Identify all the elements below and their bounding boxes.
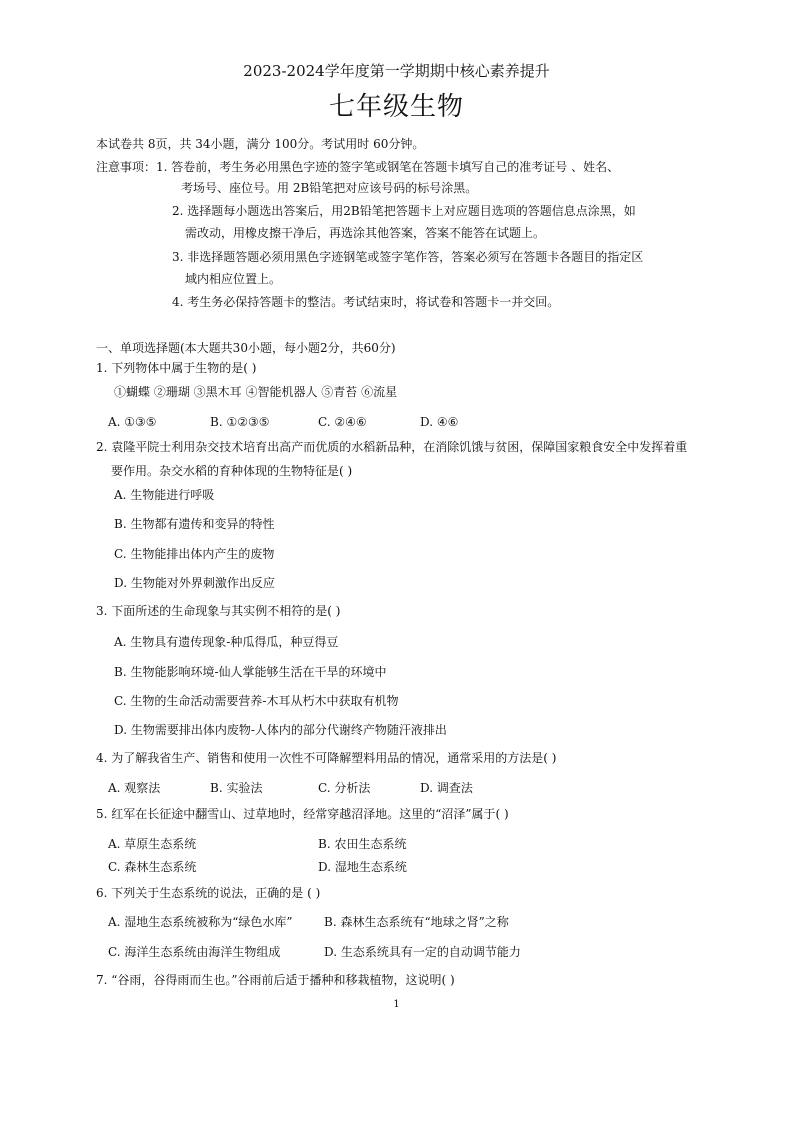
exam-info: 本试卷共 8页，共 34小题，满分 100分。考试用时 60分钟。 [96, 137, 425, 151]
notice-1-line1: 注意事项：1. 答卷前，考生务必用黑色字迹的签字笔或钢笔在答题卡填写自己的准考证号 、姓名、 [96, 160, 620, 174]
question-3-option-c: C. 生物的生命活动需要营养-木耳从朽木中获取有机物 [114, 694, 399, 708]
question-2-option-a: A. 生物能进行呼吸 [114, 488, 215, 502]
question-6-stem: 6. 下列关于生态系统的说法，正确的是 ( ) [96, 886, 321, 900]
question-6-option-c: C. 海洋生态系统由海洋生物组成 [108, 945, 281, 959]
question-6-option-d: D. 生态系统具有一定的自动调节能力 [324, 945, 521, 959]
notice-3-line1: 3. 非选择题答题必须用黑色字迹钢笔或签字笔作答，答案必须写在答题卡各题目的指定区 [172, 250, 644, 264]
question-5-stem: 5. 红军在长征途中翻雪山、过草地时，经常穿越沼泽地。这里的“沼泽”属于( ) [96, 807, 509, 821]
question-1-option-c: C. ②④⑥ [318, 415, 367, 429]
question-2-option-b: B. 生物都有遗传和变异的特性 [114, 517, 275, 531]
question-2-option-c: C. 生物能排出体内产生的废物 [114, 547, 275, 561]
question-6-option-a: A. 湿地生态系统被称为“绿色水库” [108, 915, 293, 929]
question-1-option-a: A. ①③⑤ [108, 415, 157, 429]
question-2-option-d: D. 生物能对外界刺激作出反应 [114, 576, 275, 590]
notice-2-line2: 需改动，用橡皮擦干净后，再选涂其他答案，答案不能答在试题上。 [185, 226, 546, 240]
page-title: 七年级生物 [328, 92, 464, 122]
question-1-stem: 1. 下列物体中属于生物的是( ) [96, 361, 257, 375]
notice-2-line1: 2. 选择题每小题选出答案后，用2B铅笔把答题卡上对应题目选项的答题信息点涂黑，如 [172, 204, 636, 218]
notice-1-line2: 考场号、座位号。用 2B铅笔把对应该号码的标号涂黑。 [181, 181, 478, 195]
notice-4: 4. 考生务必保持答题卡的整洁。考试结束时，将试卷和答题卡一并交回。 [172, 295, 560, 309]
question-3-stem: 3. 下面所述的生命现象与其实例不相符的是( ) [96, 604, 341, 618]
question-4-option-b: B. 实验法 [210, 781, 263, 795]
question-3-option-b: B. 生物能影响环境-仙人掌能够生活在干旱的环境中 [114, 665, 387, 679]
question-2-stem-line1: 2. 袁隆平院士利用杂交技术培育出高产而优质的水稻新品种，在消除饥饿与贫困，保障国家粮食安全中发挥着重 [96, 440, 688, 454]
notice-3-line2: 域内相应位置上。 [185, 272, 282, 286]
question-1-option-d: D. ④⑥ [420, 415, 459, 429]
question-5-option-b: B. 农田生态系统 [318, 837, 407, 851]
page-number: 1 [393, 999, 400, 1010]
question-1-option-b: B. ①②③⑤ [210, 415, 270, 429]
question-2-stem-line2: 要作用。杂交水稻的育种体现的生物特征是( ) [111, 464, 353, 478]
question-3-option-d: D. 生物需要排出体内废物-人体内的部分代谢终产物随汗液排出 [114, 723, 447, 737]
question-4-stem: 4. 为了解我省生产、销售和使用一次性不可降解塑料用品的情况，通常采用的方法是( ) [96, 751, 557, 765]
question-5-option-a: A. 草原生态系统 [108, 837, 197, 851]
question-5-option-c: C. 森林生态系统 [108, 860, 197, 874]
question-3-option-a: A. 生物具有遗传现象-种瓜得瓜，种豆得豆 [114, 635, 339, 649]
question-4-option-c: C. 分析法 [318, 781, 371, 795]
section-heading: 一、单项选择题(本大题共30小题，每小题2分，共60分) [96, 341, 396, 355]
question-1-items: ①蝴蝶 ②珊瑚 ③黑木耳 ④智能机器人 ⑤青苔 ⑥流星 [114, 385, 398, 399]
question-7-stem: 7. “谷雨，谷得雨而生也。”谷雨前后适于播种和移栽植物，这说明( ) [96, 973, 455, 987]
question-4-option-d: D. 调查法 [420, 781, 473, 795]
exam-subtitle: 2023-2024学年度第一学期期中核心素养提升 [243, 62, 550, 80]
question-5-option-d: D. 湿地生态系统 [318, 860, 407, 874]
question-4-option-a: A. 观察法 [108, 781, 161, 795]
question-6-option-b: B. 森林生态系统有“地球之肾”之称 [324, 915, 509, 929]
